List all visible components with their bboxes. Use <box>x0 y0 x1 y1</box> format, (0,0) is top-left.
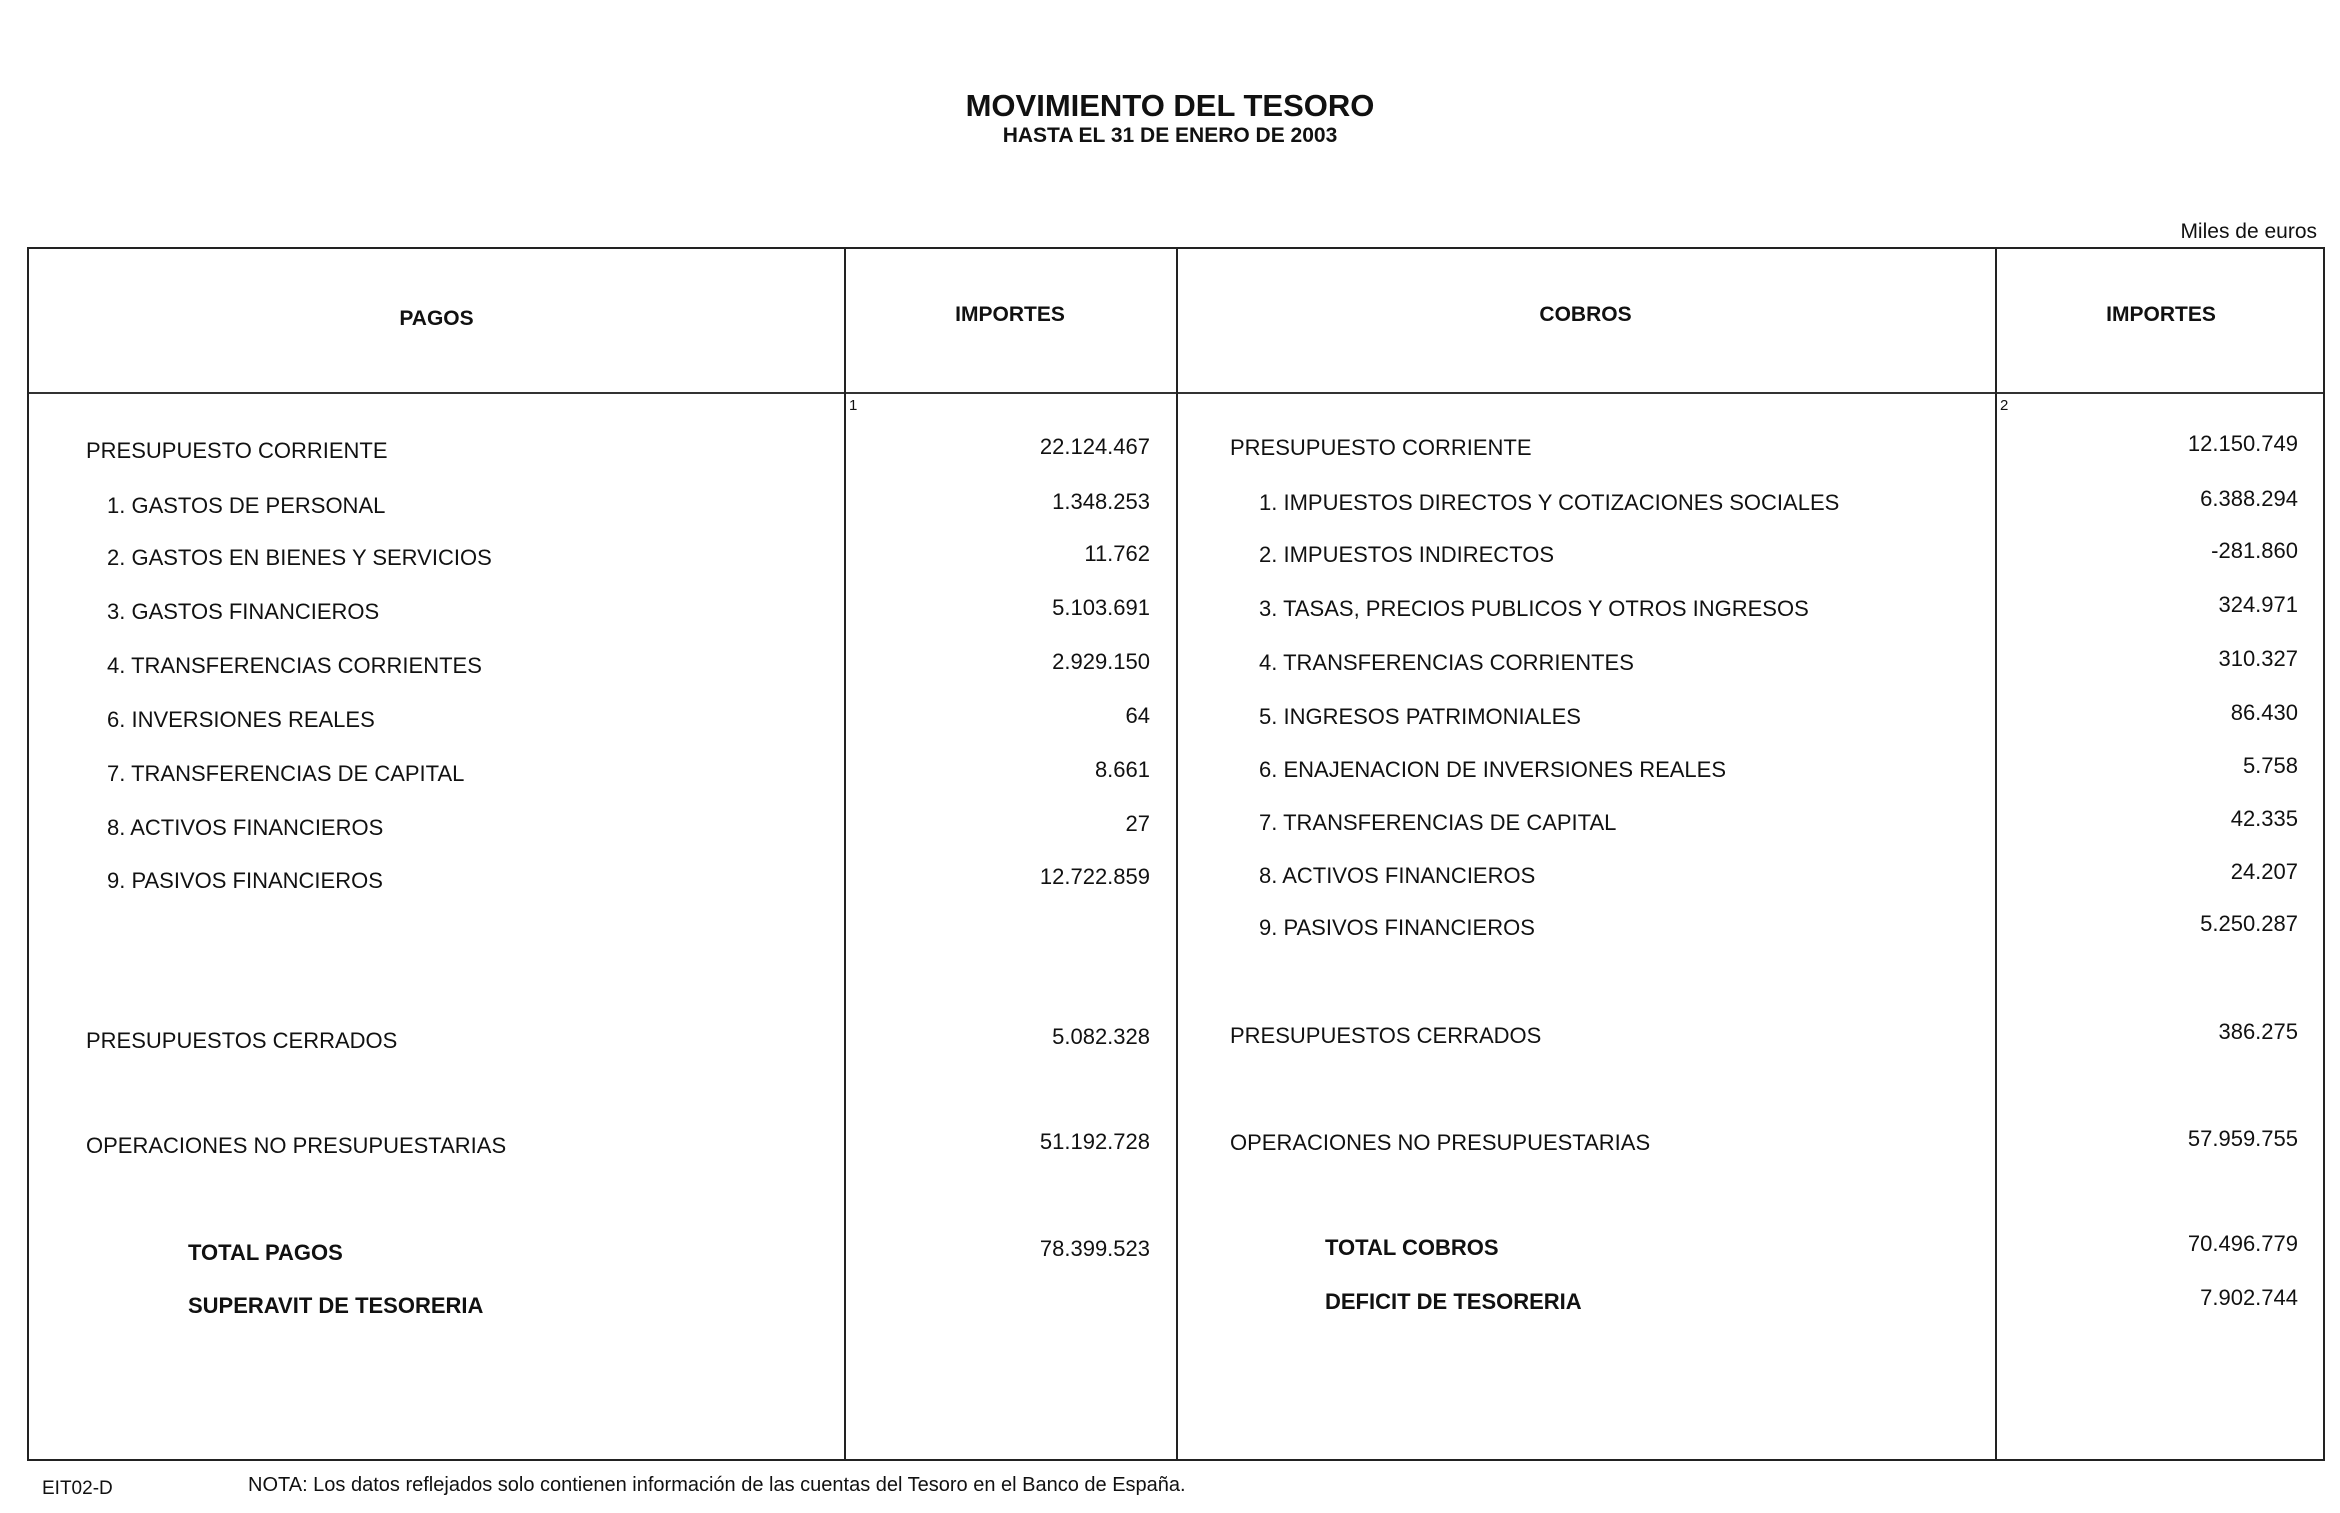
cobros-row-value: 70.496.779 <box>2187 1231 2298 1256</box>
pagos-row-label: 7. TRANSFERENCIAS DE CAPITAL <box>107 761 465 786</box>
cobros-row-label: 1. IMPUESTOS DIRECTOS Y COTIZACIONES SOCIALES <box>1259 490 1840 515</box>
cobros-row-label: 9. PASIVOS FINANCIEROS <box>1259 915 1535 940</box>
page-title: MOVIMIENTO DEL TESORO <box>965 88 1375 123</box>
cobros-row-label: 6. ENAJENACION DE INVERSIONES REALES <box>1259 757 1727 782</box>
pagos-row-value: 11.762 <box>1084 541 1150 566</box>
page-subtitle: HASTA EL 31 DE ENERO DE 2003 <box>1002 124 1338 147</box>
pagos-row-value: 8.661 <box>1094 757 1150 782</box>
pagos-row-label: 6. INVERSIONES REALES <box>107 707 375 732</box>
pagos-row-label: 2. GASTOS EN BIENES Y SERVICIOS <box>107 545 492 570</box>
cobros-row-value: 12.150.749 <box>2187 431 2298 456</box>
pagos-row-value: 12.722.859 <box>1039 864 1150 889</box>
pagos-row-label: 1. GASTOS DE PERSONAL <box>107 493 386 518</box>
pagos-row-label: 9. PASIVOS FINANCIEROS <box>107 868 383 893</box>
cobros-row-label: 5. INGRESOS PATRIMONIALES <box>1259 704 1581 729</box>
cobros-row-label: TOTAL COBROS <box>1325 1235 1499 1260</box>
cobros-row-value: 7.902.744 <box>2200 1285 2298 1310</box>
cobros-row-value: 5.250.287 <box>2200 911 2298 936</box>
pagos-row-label: 3. GASTOS FINANCIEROS <box>107 599 380 624</box>
pagos-row-label: 8. ACTIVOS FINANCIEROS <box>107 815 384 840</box>
cobros-row-label: 8. ACTIVOS FINANCIEROS <box>1259 863 1536 888</box>
column-number: 2 <box>2000 397 2009 414</box>
cobros-row-label: DEFICIT DE TESORERIA <box>1325 1289 1582 1314</box>
cobros-row-value: -281.860 <box>2211 538 2298 563</box>
cobros-row-value: 86.430 <box>2230 700 2298 725</box>
header-cobros: COBROS <box>1539 303 1632 326</box>
pagos-row-value: 2.929.150 <box>1052 649 1150 674</box>
cobros-row-value: 57.959.755 <box>2187 1126 2298 1151</box>
pagos-row-value: 51.192.728 <box>1039 1129 1150 1154</box>
column-divider <box>1176 249 1178 1459</box>
cobros-row-value: 42.335 <box>2230 806 2298 831</box>
column-divider <box>844 249 846 1459</box>
pagos-row-label: OPERACIONES NO PRESUPUESTARIAS <box>86 1133 507 1158</box>
column-divider <box>1995 249 1997 1459</box>
pagos-row-label: 4. TRANSFERENCIAS CORRIENTES <box>107 653 482 678</box>
pagos-row-value: 22.124.467 <box>1039 434 1150 459</box>
cobros-row-label: 2. IMPUESTOS INDIRECTOS <box>1259 542 1555 567</box>
pagos-row-value: 64 <box>1125 703 1150 728</box>
cobros-row-label: OPERACIONES NO PRESUPUESTARIAS <box>1230 1130 1651 1155</box>
cobros-row-label: 7. TRANSFERENCIAS DE CAPITAL <box>1259 810 1617 835</box>
cobros-row-value: 5.758 <box>2242 753 2298 778</box>
column-number: 1 <box>849 397 858 414</box>
header-importes-pagos: IMPORTES <box>955 303 1065 326</box>
document-code: EIT02-D <box>42 1478 113 1499</box>
pagos-row-value: 27 <box>1125 811 1150 836</box>
pagos-row-value: 5.082.328 <box>1052 1024 1150 1049</box>
cobros-row-label: 3. TASAS, PRECIOS PUBLICOS Y OTROS INGRESOS <box>1259 596 1809 621</box>
pagos-row-label: PRESUPUESTO CORRIENTE <box>86 438 388 463</box>
pagos-row-label: PRESUPUESTOS CERRADOS <box>86 1028 398 1053</box>
pagos-row-value: 5.103.691 <box>1052 595 1150 620</box>
cobros-row-value: 24.207 <box>2230 859 2298 884</box>
units-label: Miles de euros <box>2180 220 2317 243</box>
pagos-row-value: 1.348.253 <box>1052 489 1150 514</box>
treasury-table <box>27 247 2325 1461</box>
cobros-row-label: 4. TRANSFERENCIAS CORRIENTES <box>1259 650 1634 675</box>
pagos-row-value: 78.399.523 <box>1039 1236 1150 1261</box>
cobros-row-value: 386.275 <box>2218 1019 2298 1044</box>
header-importes-cobros: IMPORTES <box>2106 303 2216 326</box>
cobros-row-label: PRESUPUESTOS CERRADOS <box>1230 1023 1542 1048</box>
cobros-row-value: 6.388.294 <box>2200 486 2298 511</box>
cobros-row-value: 324.971 <box>2218 592 2298 617</box>
cobros-row-value: 310.327 <box>2218 646 2298 671</box>
cobros-row-label: PRESUPUESTO CORRIENTE <box>1230 435 1532 460</box>
pagos-row-label: SUPERAVIT DE TESORERIA <box>188 1293 484 1318</box>
pagos-row-label: TOTAL PAGOS <box>188 1240 343 1265</box>
footnote: NOTA: Los datos reflejados solo contienen información de las cuentas del Tesoro en el Banco de España. <box>248 1474 1186 1496</box>
header-pagos: PAGOS <box>399 307 474 330</box>
